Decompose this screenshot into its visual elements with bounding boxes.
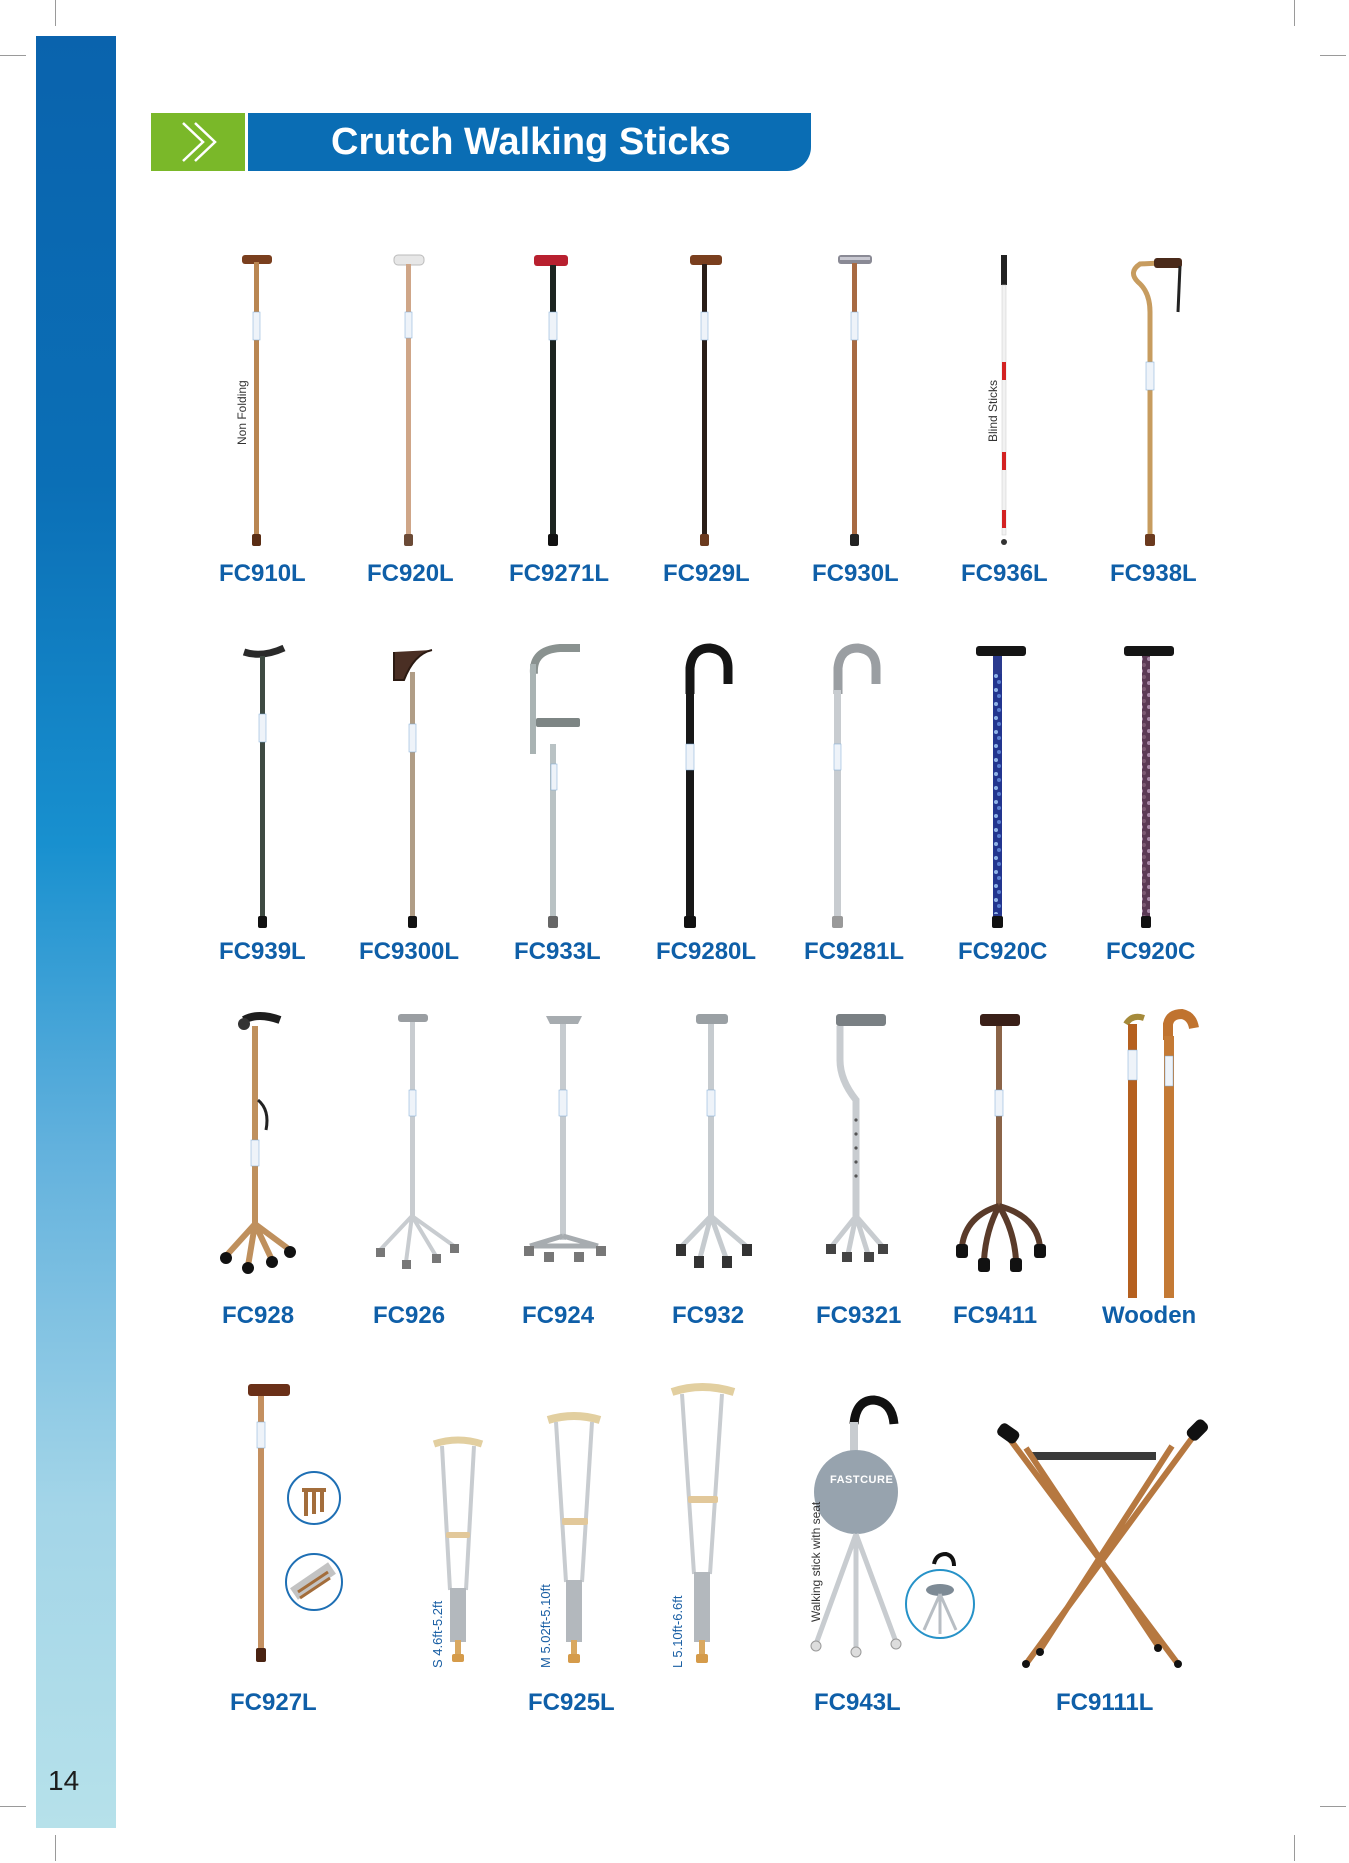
product-code: FC9321	[816, 1302, 902, 1329]
walking-stick-image	[824, 252, 884, 552]
quad-cane-image	[516, 1010, 616, 1290]
seat-stick-label: Walking stick with seat	[809, 1501, 823, 1622]
section-header	[151, 113, 811, 171]
walking-stick-image	[380, 252, 440, 552]
crop-mark	[1320, 1806, 1346, 1807]
product-code: FC936L	[961, 560, 1048, 587]
crop-mark	[1294, 0, 1295, 26]
crop-mark	[0, 1806, 26, 1807]
walking-stick-image	[380, 644, 440, 934]
crutch-size-small-label: S 4.6ft-5.2ft	[430, 1600, 445, 1668]
quad-cane-image	[208, 1010, 308, 1290]
product-code: FC924	[522, 1302, 595, 1329]
product-fc9300l	[380, 644, 440, 934]
product-code: FC933L	[514, 938, 601, 965]
product-fc926	[366, 1010, 466, 1290]
crop-mark	[1320, 55, 1346, 56]
product-code: FC929L	[663, 560, 750, 587]
product-fc933l	[520, 644, 590, 934]
page-title: Crutch Walking Sticks	[331, 121, 731, 163]
product-code: FC9300L	[359, 938, 460, 965]
product-wooden	[1110, 1010, 1210, 1290]
walking-stick-image	[816, 644, 886, 934]
product-code: FC930L	[812, 560, 899, 587]
blind-stick-image	[972, 252, 1032, 552]
product-fc9111l	[996, 1420, 1206, 1670]
product-fc920c-purple	[1114, 644, 1184, 934]
product-fc9411	[946, 1010, 1056, 1290]
seat-stool-image	[996, 1420, 1206, 1670]
sidebar-band	[36, 36, 116, 1828]
wooden-stick-image	[1110, 1010, 1210, 1290]
quad-cane-image	[816, 1010, 916, 1290]
walking-stick-image	[1120, 252, 1190, 552]
product-code: FC9281L	[804, 938, 905, 965]
quad-cane-image	[366, 1010, 466, 1290]
product-code: FC920C	[958, 938, 1048, 965]
walking-stick-image	[668, 644, 738, 934]
product-fc920l	[380, 252, 440, 552]
quad-cane-image	[946, 1010, 1056, 1290]
product-fc936l	[972, 252, 1032, 552]
product-code: FC9271L	[509, 560, 610, 587]
product-code: FC926	[373, 1302, 446, 1329]
page-number: 14	[48, 1765, 80, 1796]
product-code: FC925L	[528, 1689, 615, 1716]
chevron-icon	[151, 113, 245, 171]
product-fc939l	[232, 644, 292, 934]
walking-stick-image	[966, 644, 1036, 934]
seat-brand-logo: FASTCURE	[830, 1474, 894, 1486]
product-fc920c-blue	[966, 644, 1036, 934]
product-fc927l	[236, 1382, 356, 1672]
product-code: FC927L	[230, 1689, 317, 1716]
non-folding-label: Non Folding	[235, 380, 249, 445]
product-fc943l	[800, 1394, 980, 1666]
product-fc930l	[824, 252, 884, 552]
product-code: FC932	[672, 1302, 745, 1329]
product-code: FC928	[222, 1302, 295, 1329]
product-fc9271l	[528, 252, 588, 552]
product-fc938l	[1120, 252, 1190, 552]
walking-stick-image	[676, 252, 736, 552]
product-fc9280l	[668, 644, 738, 934]
walking-stick-image	[528, 252, 588, 552]
product-code: FC920C	[1106, 938, 1196, 965]
crop-mark	[1294, 1835, 1295, 1861]
product-fc932	[664, 1010, 764, 1290]
crop-mark	[55, 0, 56, 26]
product-code: FC939L	[219, 938, 306, 965]
product-code: FC938L	[1110, 560, 1197, 587]
product-code: FC943L	[814, 1689, 901, 1716]
crutch-size-large-label: L 5.10ft-6.6ft	[670, 1595, 685, 1668]
quad-cane-image	[664, 1010, 764, 1290]
walking-stick-image	[1114, 644, 1184, 934]
product-code: FC910L	[219, 560, 306, 587]
product-fc9281l	[816, 644, 886, 934]
crop-mark	[55, 1835, 56, 1861]
product-code: FC9280L	[656, 938, 757, 965]
product-fc929l	[676, 252, 736, 552]
product-code: FC9111L	[1056, 1689, 1154, 1716]
product-code: FC920L	[367, 560, 454, 587]
product-code: FC9411	[953, 1302, 1038, 1329]
folding-stick-image	[236, 1382, 356, 1672]
crutch-size-medium-label: M 5.02ft-5.10ft	[538, 1584, 553, 1668]
forearm-crutch-image	[520, 644, 590, 934]
crop-mark	[0, 55, 26, 56]
walking-stick-image	[232, 644, 292, 934]
product-fc924	[516, 1010, 616, 1290]
product-fc9321	[816, 1010, 916, 1290]
product-code: Wooden	[1102, 1302, 1197, 1329]
seat-stick-image	[800, 1394, 980, 1666]
product-fc928	[208, 1010, 308, 1290]
blind-sticks-label: Blind Sticks	[986, 379, 1000, 442]
